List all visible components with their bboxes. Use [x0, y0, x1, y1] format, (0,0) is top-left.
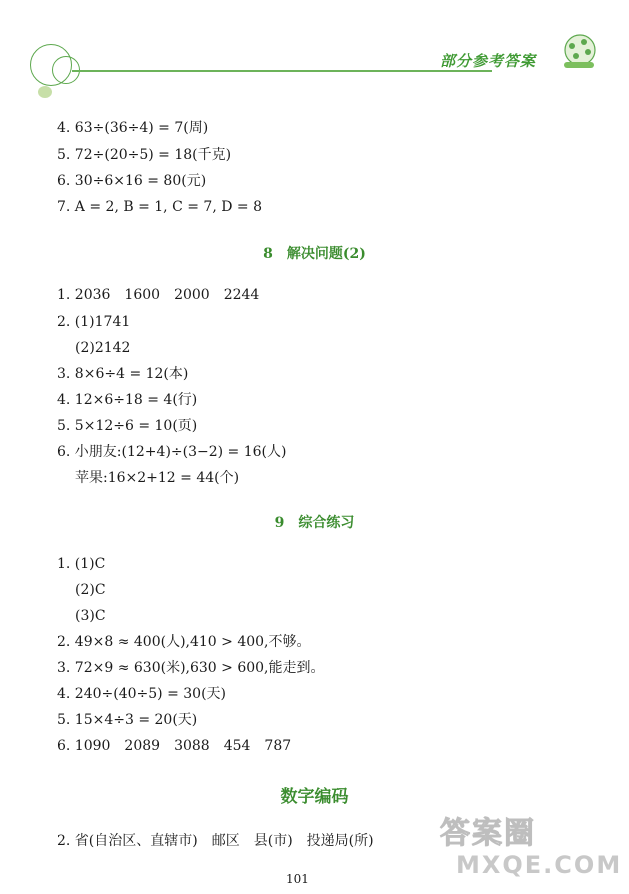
answer-line: 5. 5×12÷6 = 10(页)	[57, 418, 198, 434]
answer-line: 4. 240÷(40÷5) = 30(天)	[57, 686, 227, 702]
header-rule	[72, 70, 492, 72]
tree-deco-icon	[558, 32, 602, 72]
page-header	[0, 0, 629, 110]
answer-line: 6. 小朋友:(12+4)÷(3−2) = 16(人)	[57, 444, 287, 460]
header-title: 部分参考答案	[440, 52, 537, 70]
answer-line: 3. 8×6÷4 = 12(本)	[57, 366, 189, 382]
watermark-logo: 答案圈	[440, 816, 536, 851]
answer-line: 1. 2036 1600 2000 2244	[57, 287, 260, 303]
answer-line: 5. 15×4÷3 = 20(天)	[57, 712, 198, 728]
answer-line: 6. 1090 2089 3088 454 787	[57, 738, 292, 754]
answer-line: (2)2142	[75, 340, 131, 356]
answer-line: 苹果:16×2+12 = 44(个)	[75, 470, 240, 486]
watermark-url: MXQE.COM	[456, 851, 623, 879]
answer-line: 3. 72×9 ≈ 630(米),630 > 600,能走到。	[57, 660, 325, 676]
leaf-icon	[38, 86, 52, 98]
page-number: 101	[286, 872, 309, 886]
answer-line: 1. (1)C	[57, 556, 106, 572]
answer-line: 7. A = 2, B = 1, C = 7, D = 8	[57, 199, 262, 215]
answer-line: 4. 63÷(36÷4) = 7(周)	[57, 120, 209, 136]
answer-line: (2)C	[75, 582, 106, 598]
section-title: 数字编码	[280, 787, 349, 807]
answer-line: 4. 12×6÷18 = 4(行)	[57, 392, 198, 408]
answer-line: 2. 49×8 ≈ 400(人),410 > 400,不够。	[57, 634, 311, 650]
answer-line: 2. (1)1741	[57, 314, 131, 330]
answer-line: 2. 省(自治区、直辖市) 邮区 县(市) 投递局(所)	[57, 833, 374, 849]
section-title: 9 综合练习	[274, 515, 355, 531]
section-title: 8 解决问题(2)	[263, 246, 366, 262]
answer-line: 6. 30÷6×16 = 80(元)	[57, 173, 207, 189]
answer-line: (3)C	[75, 608, 106, 624]
answer-line: 5. 72÷(20÷5) = 18(千克)	[57, 147, 232, 163]
